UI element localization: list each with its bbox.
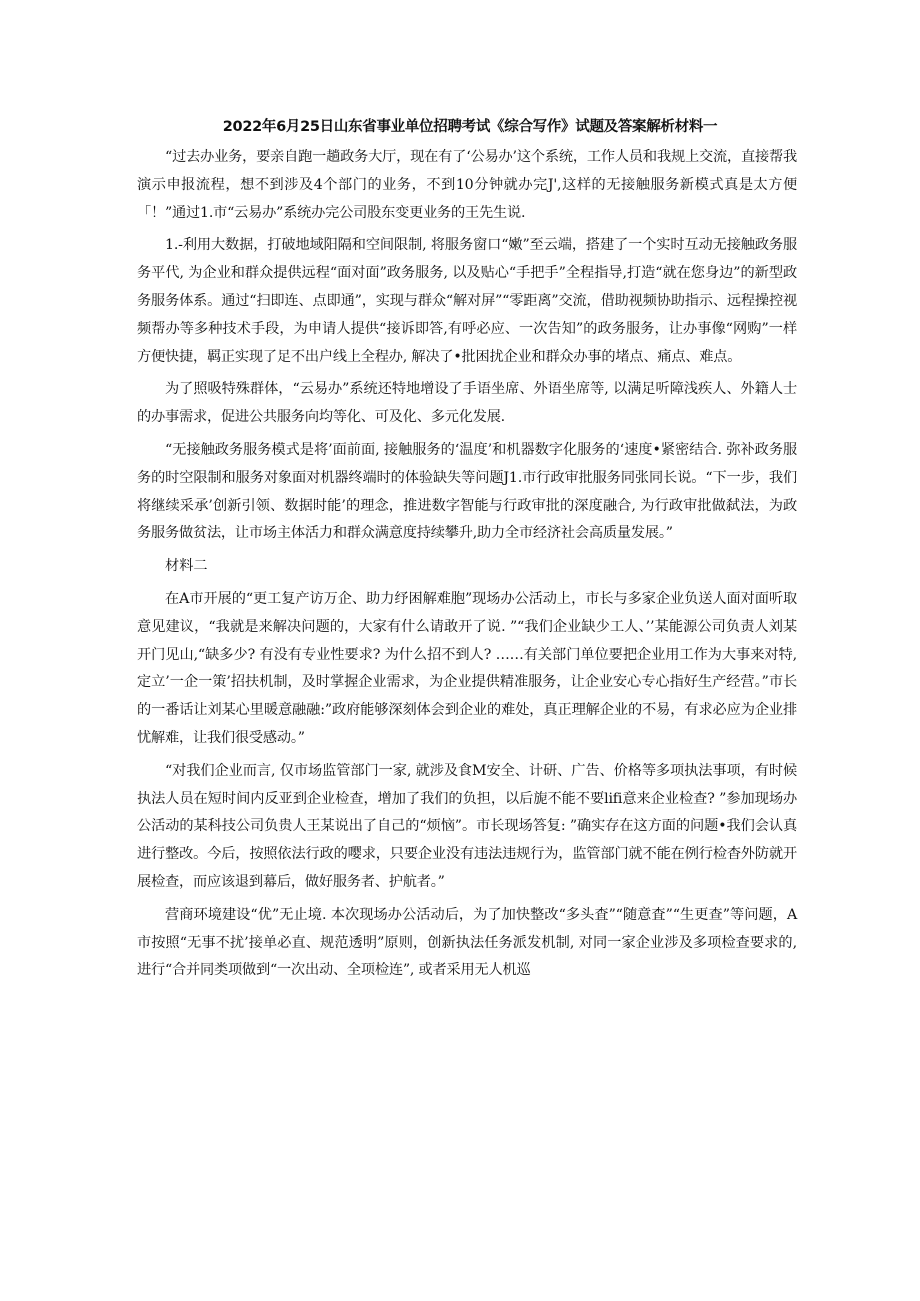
paragraph: 为了照吸特殊群体，“云易办”系统还特地增设了手语坐席、外语坐席等, 以满足听障浅疾人、外籍人士的办事需求，促进公共服务向均等化、可及化、多元化发展.: [137, 381, 797, 426]
paragraph: “过去办业务，要亲自跑一趟政务大厅，现在有了‘公易办’这个系统，工作人员和我规上交流，直接帮我演示申报流程，想不到涉及4个部门的业务，不到10分钟就办完J',这样的无接触服务新模式真是太方便「！”通过1.市“云易办”系统办完公司股东变更业务的王先生说.: [137, 149, 797, 221]
document-title: 2022年6月25日山东省事业单位招聘考试《综合写作》试题及答案解析材料一: [222, 119, 718, 135]
paragraph: “对我们企业而言, 仅市场监管部门一家, 就涉及食M安全、计研、广告、价格等多项执法事项，有时候执法人员在短时间内反亚到企业检查，增加了我们的负担，以后旎不能不要lifi意来企业检查? ”参加现场办公活动的某科技公司负贵人王某说出了自己的“烦恼”。市长现场答复: ”确实存在这方面的问题•我们会认真进行整改。今后，按照依法行政的嘤求，只要企业没有违法违规行为，监管部门就不能在例行检杳外防就开展检查，而应该退到幕后，做好服务者、护航者。”: [137, 762, 797, 890]
document-body: [137, 144, 797, 990]
paragraph: 营商环境建设“优”无止境. 本次现场办公活动后，为了加快整改“多头査”“随意査”“生更查”等问题，A市按照“无事不扰’接单必直、规范透明”原则，创新执法任务派发机制, 对同一家企业涉及多项检查要求的, 进行“合并同类项做到“一次出动、全项检连”, 或者采用无人机巡: [137, 906, 797, 979]
paragraph: 在A市开展的“更工复产访万企、助力纾困解难胞”现场办公活动上，市长与多家企业负送人面对面听取意见建议，“我就是来解决问题的，大家有什么请敢开了说. ”“我们企业缺少工人、’’某能源公司负责人刘某开门见山,“缺多少? 有没有专业性要求? 为什么招不到人? ……有关部门单位要把企业用工作为大事来对特, 定立’一企一策’招扶机制，及时掌握企业需求，为企业提供精准服务，让企业安心专心指好生产经营。”市长的一番话让刘某心里暖意融融:”政府能够深刻体会到企业的难处，真正理解企业的不易，有求必应为企业排忧解难，让我们很受感动。”: [137, 590, 797, 746]
paragraph: “无接触政务服务模式是将’面前面, 接触服务的‘温度’和机器数字化服务的‘速度•紧密结合. 弥补政务服务的时空限制和服务对象面对机器终端时的体验缺失等问题J1.市行政审批服务同张同长说。“下一步，我们将继续采承’创新引领、数据时能’的理念，推进数字智能与行政审批的深度融合, 为行政审批做弑法，为政务服务做贫法，让市场主体活力和群众满意度持续攀升,助力全市经济社会高质量发展。”: [137, 441, 797, 542]
paragraph: 1.-利用大数据，打破地域阳隔和空间限制, 将服务窗口“嫩”至云端，搭建了一个实时互动无接触政务服务平代, 为企业和群众提供远程“面对面”政务服务, 以及贴心“手把手”全程指导,打造“就在您身边”的新型政务服务体系。通过“扫即连、点即通”，实现与群众“解对屏”“零距离”交流，借助视频协助指示、远程操控视频帮办等多种技术手段，为申请人提供“接诉即答,有呼必应、一次告知”的政务服务，让办事像“网购”一样方便快捷，羁正实现了足不出户线上全程办, 解决了•批困扰企业和群众办事的堵点、痛点、难点。: [137, 237, 797, 365]
section-label: 材料二: [165, 558, 208, 575]
